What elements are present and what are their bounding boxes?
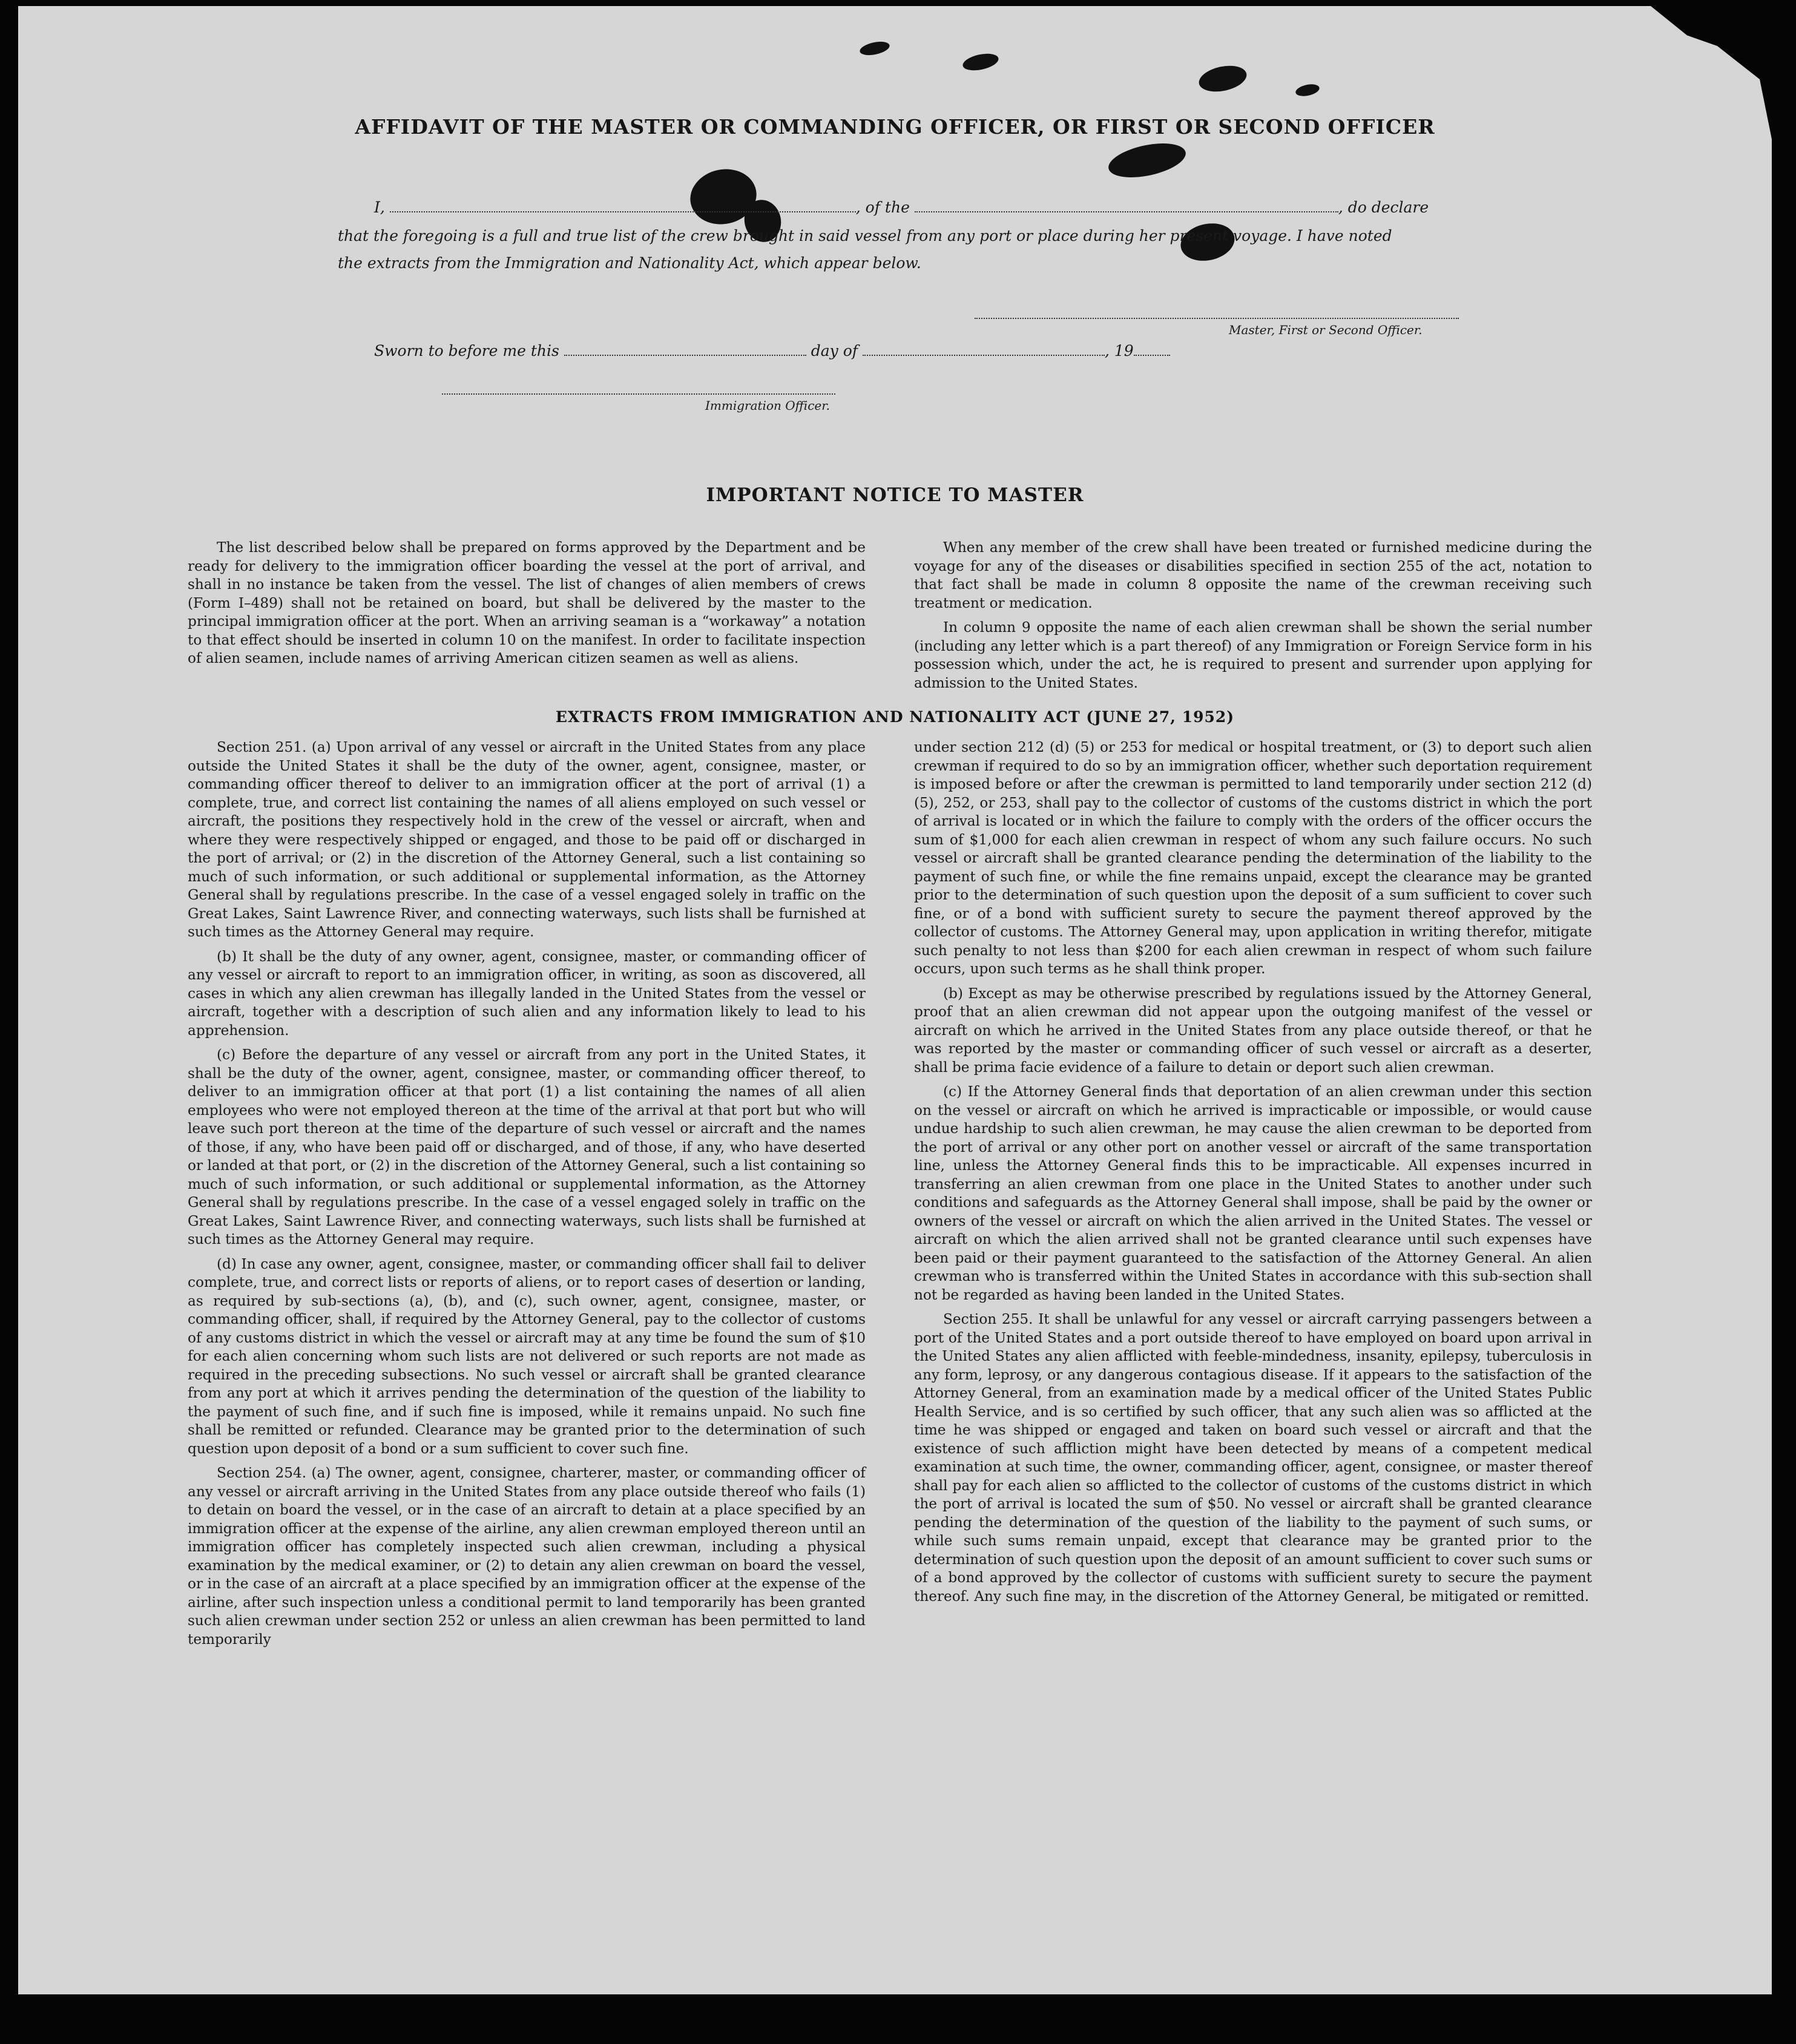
declare-suffix: , do declare: [1338, 199, 1429, 216]
sworn-day-of: day of: [811, 342, 858, 360]
ink-smudge: [961, 51, 1000, 73]
immigration-officer-signature-line[interactable]: [442, 393, 835, 395]
affidavit-declaration-line: [374, 199, 1429, 216]
sworn-year-prefix: , 19: [1105, 342, 1134, 360]
section-paragraph: Section 254. (a) The owner, agent, consignee, charterer, master, or commanding officer of any vessel or aircraft arriving in the United States from any place outside thereof who fails (1) to detain on board the vessel, or in the case of an aircraft to detain at a place specified by an immigration officer at the expense of the airline, any alien crewman employed thereon until an immigration officer has completely inspected such alien crewman, including a physical examination by the medical examiner, or (2) to detain any alien crewman on board the vessel, or in the case of an aircraft at a place specified by an immigration officer at the expense of the airline, after such inspection unless a conditional permit to land temporarily has been granted such alien crewman under section 252 or unless an alien crewman has been permitted to land temporarily: [188, 1465, 866, 1648]
section-paragraph: Section 255. It shall be unlawful for any vessel or aircraft carrying passengers between a port of the United States and a port outside thereof to have employed on board upon arrival in the United States any alien afflicted with feeble-mindedness, insanity, epilepsy, tuberculosis in any form, leprosy, or any dangerous contagious disease. If it appears to the satisfaction of the Attorney General, from an examination made by a medical officer of the United States Public Health Service, and is so certified by such officer, that any such alien was so afflicted at the time he was shipped or engaged and taken on board such vessel or aircraft and that the existence of such affliction might have been detected by means of a competent medical examination at such time, the owner, commanding officer, agent, consignee, or master thereof shall pay for each alien so afflicted to the collector of customs of the customs district in which the port of arrival is located the sum of $50. No vessel or aircraft shall be granted clearance pending the determination of the question of the liability to the payment of such sums, or while such sums remain unpaid, except that clearance may be granted prior to the determination of such question upon the deposit of an amount sufficient to cover such sums or of a bond approved by the collector of customs with sufficient surety to secure the payment thereof. Any such fine may, in the discretion of the Attorney General, be mitigated or remitted.: [914, 1311, 1592, 1605]
section-paragraph: (c) If the Attorney General finds that deportation of an alien crewman under this section on the vessel or aircraft on which he arrived is impracticable or impossible, or would cause undue hardship to such alien crewman, he may cause the alien crewman to be deported from the port of arrival or any other port on another vessel or aircraft of the same transportation line, unless the Attorney General finds this to be impracticable. All expenses incurred in transferring an alien crewman from one place in the United States to another under such conditions and safeguards as the Attorney General shall impose, shall be paid by the owner or owners of the vessel or aircraft on which the alien arrived in the United States. The vessel or aircraft on which the alien arrived shall not be granted clearance until such expenses have been paid or their payment guaranteed to the satisfaction of the Attorney General. An alien crewman who is transferred within the United States in accordance with this sub-section shall not be regarded as having been landed in the United States.: [914, 1083, 1592, 1303]
master-signature-caption: Master, First or Second Officer.: [1229, 323, 1423, 337]
ink-smudge: [858, 39, 890, 58]
section-paragraph: under section 212 (d) (5) or 253 for medical or hospital treatment, or (3) to deport such alien crewman if required to do so by an immigration officer, whether such deportation requirement is imposed before or after the crewman is permitted to land temporarily under section 212 (d) (5), 252, or 253, shall pay to the collector of customs of the customs district in which the port of arrival is located or in which the failure to comply with the orders of the officer occurs the sum of $1,000 for each alien crewman in respect of whom any such failure occurs. No such vessel or aircraft shall be granted clearance pending the determination of the liability to the payment of such fine, or while the fine remains unpaid, except the clearance may be granted prior to the determination of such question upon the deposit of a sum sufficient to cover such fine, or of a bond with sufficient surety to secure the payment thereof approved by the collector of customs. The Attorney General may, upon application in writing therefor, mitigate such penalty to not less than $200 for each alien crewman in respect of whom such failure occurs, upon such terms as he shall think proper.: [914, 739, 1592, 977]
extracts-title: EXTRACTS FROM IMMIGRATION AND NATIONALITY ACT (JUNE 27, 1952): [555, 708, 1235, 726]
sworn-year-field[interactable]: [1134, 343, 1170, 356]
section-paragraph: (b) It shall be the duty of any owner, agent, consignee, master, or commanding officer of any vessel or aircraft to report to an immigration officer, in writing, as soon as discovered, all cases in which any alien crewman has illegally landed in the United States from the vessel or aircraft, together with a description of such alien and any information likely to lead to his apprehension.: [188, 948, 866, 1039]
section-paragraph: Section 251. (a) Upon arrival of any vessel or aircraft in the United States from any place outside the United States it shall be the duty of the owner, agent, consignee, master, or commanding officer thereof to deliver to an immigration officer at the port of arrival (1) a complete, true, and correct list containing the names of all aliens employed on such vessel or aircraft, the positions they respectively hold in the crew of the vessel or aircraft, when and where they were respectively shipped or engaged, and those to be paid off or discharged in the port of arrival; or (2) in the discretion of the Attorney General, such a list containing so much of such information, or such additional or supplemental information, as the Attorney General shall by regulations prescribe. In the case of a vessel engaged solely in traffic on the Great Lakes, Saint Lawrence River, and connecting waterways, such lists shall be furnished at such times as the Attorney General may require.: [188, 739, 866, 940]
affidavit-line-2: that the foregoing is a full and true list of the crew brought in said vessel from any port or place during her present voyage. I have noted: [338, 227, 1392, 245]
extracts-right-column: [914, 738, 1592, 1612]
notice-paragraph: The list described below shall be prepared on forms approved by the Department and be ready for delivery to the immigration officer boarding the vessel at the port of arrival, and shall in no instance be taken from the vessel. The list of changes of alien members of crews (Form I–489) shall not be retained on board, but shall be delivered by the master to the principal immigration officer at the port. When an arriving seaman is a “workaway” a notation to that effect should be inserted in column 10 on the manifest. In order to facilitate inspection of alien seamen, include names of arriving American citizen seamen as well as aliens.: [188, 539, 866, 666]
immigration-officer-caption: Immigration Officer.: [705, 398, 830, 413]
section-paragraph: (c) Before the departure of any vessel or aircraft from any port in the United States, it shall be the duty of the owner, agent, consignee, master, or commanding officer thereof, to deliver to an immigration officer at that port (1) a list containing the names of all alien employees who were not employed thereon at the time of the arrival at that port but who will leave such port thereon at the time of the departure of such vessel or aircraft and the names of those, if any, who have been paid off or discharged, and of those, if any, who have deserted or landed at that port, or (2) in the discretion of the Attorney General, such a list containing so much of such information, or such additional or supplemental information, as the Attorney General shall by regulations prescribe. In the case of a vessel engaged solely in traffic on the Great Lakes, Saint Lawrence River, and connecting waterways, such lists shall be furnished at such times as the Attorney General may require.: [188, 1047, 866, 1247]
notice-left-column: [188, 539, 866, 674]
ink-smudge: [1197, 62, 1249, 96]
ink-smudge: [1295, 82, 1321, 98]
master-signature-line[interactable]: [975, 318, 1459, 319]
declarant-prefix: I,: [374, 199, 385, 216]
vessel-connector: , of the: [855, 199, 910, 216]
ink-smudge: [1105, 137, 1189, 183]
affidavit-line-3: the extracts from the Immigration and Nationality Act, which appear below.: [338, 254, 921, 272]
vessel-name-field[interactable]: [915, 199, 1338, 212]
section-paragraph: (b) Except as may be otherwise prescribed by regulations issued by the Attorney General, proof that an alien crewman did not appear upon the outgoing manifest of the vessel or aircraft on which he arrived in the United States from any place outside thereof, or that he was reported by the master or commanding officer of such vessel or aircraft as a deserter, shall be prima facie evidence of a failure to detain or deport such alien crewman.: [914, 985, 1592, 1076]
notice-title: IMPORTANT NOTICE TO MASTER: [706, 484, 1084, 506]
sworn-month-field[interactable]: [863, 343, 1105, 356]
notice-right-column: [914, 539, 1592, 698]
sworn-day-field[interactable]: [564, 343, 806, 356]
notice-paragraph: When any member of the crew shall have been treated or furnished medicine during the voyage for any of the diseases or disabilities specified in section 255 of the act, notation to that fact shall be made in column 8 opposite the name of the crewman receiving such treatment or medication.: [914, 539, 1592, 611]
affidavit-title: AFFIDAVIT OF THE MASTER OR COMMANDING OFFICER, OR FIRST OR SECOND OFFICER: [355, 115, 1435, 139]
section-paragraph: (d) In case any owner, agent, consignee, master, or commanding officer shall fail to deliver complete, true, and correct lists or reports of aliens, or to report cases of desertion or landing, as required by sub-sections (a), (b), and (c), such owner, agent, consignee, master, or commanding officer, shall, if required by the Attorney General, pay to the collector of customs of any customs district in which the vessel or aircraft may at any time be found the sum of $10 for each alien concerning whom such lists are not delivered or such reports are not made as required in the preceding subsections. No such vessel or aircraft shall be granted clearance from any port at which it arrives pending the determination of the question of the liability to the payment of such fine, and if such fine is imposed, while it remains unpaid. No such fine shall be remitted or refunded. Clearance may be granted prior to the determination of such question upon deposit of a bond or a sum sufficient to cover such fine.: [188, 1255, 866, 1457]
extracts-left-column: [188, 738, 866, 1655]
sworn-prefix: Sworn to before me this: [374, 342, 559, 360]
document-page: [18, 6, 1772, 1994]
sworn-line: [374, 342, 1170, 360]
declarant-name-field[interactable]: [390, 199, 856, 212]
notice-paragraph: In column 9 opposite the name of each alien crewman shall be shown the serial number (including any letter which is a part thereof) of any Immigration or Foreign Service form in his possession which, under the act, he is required to present and surrender upon applying for admission to the United States.: [914, 619, 1592, 691]
